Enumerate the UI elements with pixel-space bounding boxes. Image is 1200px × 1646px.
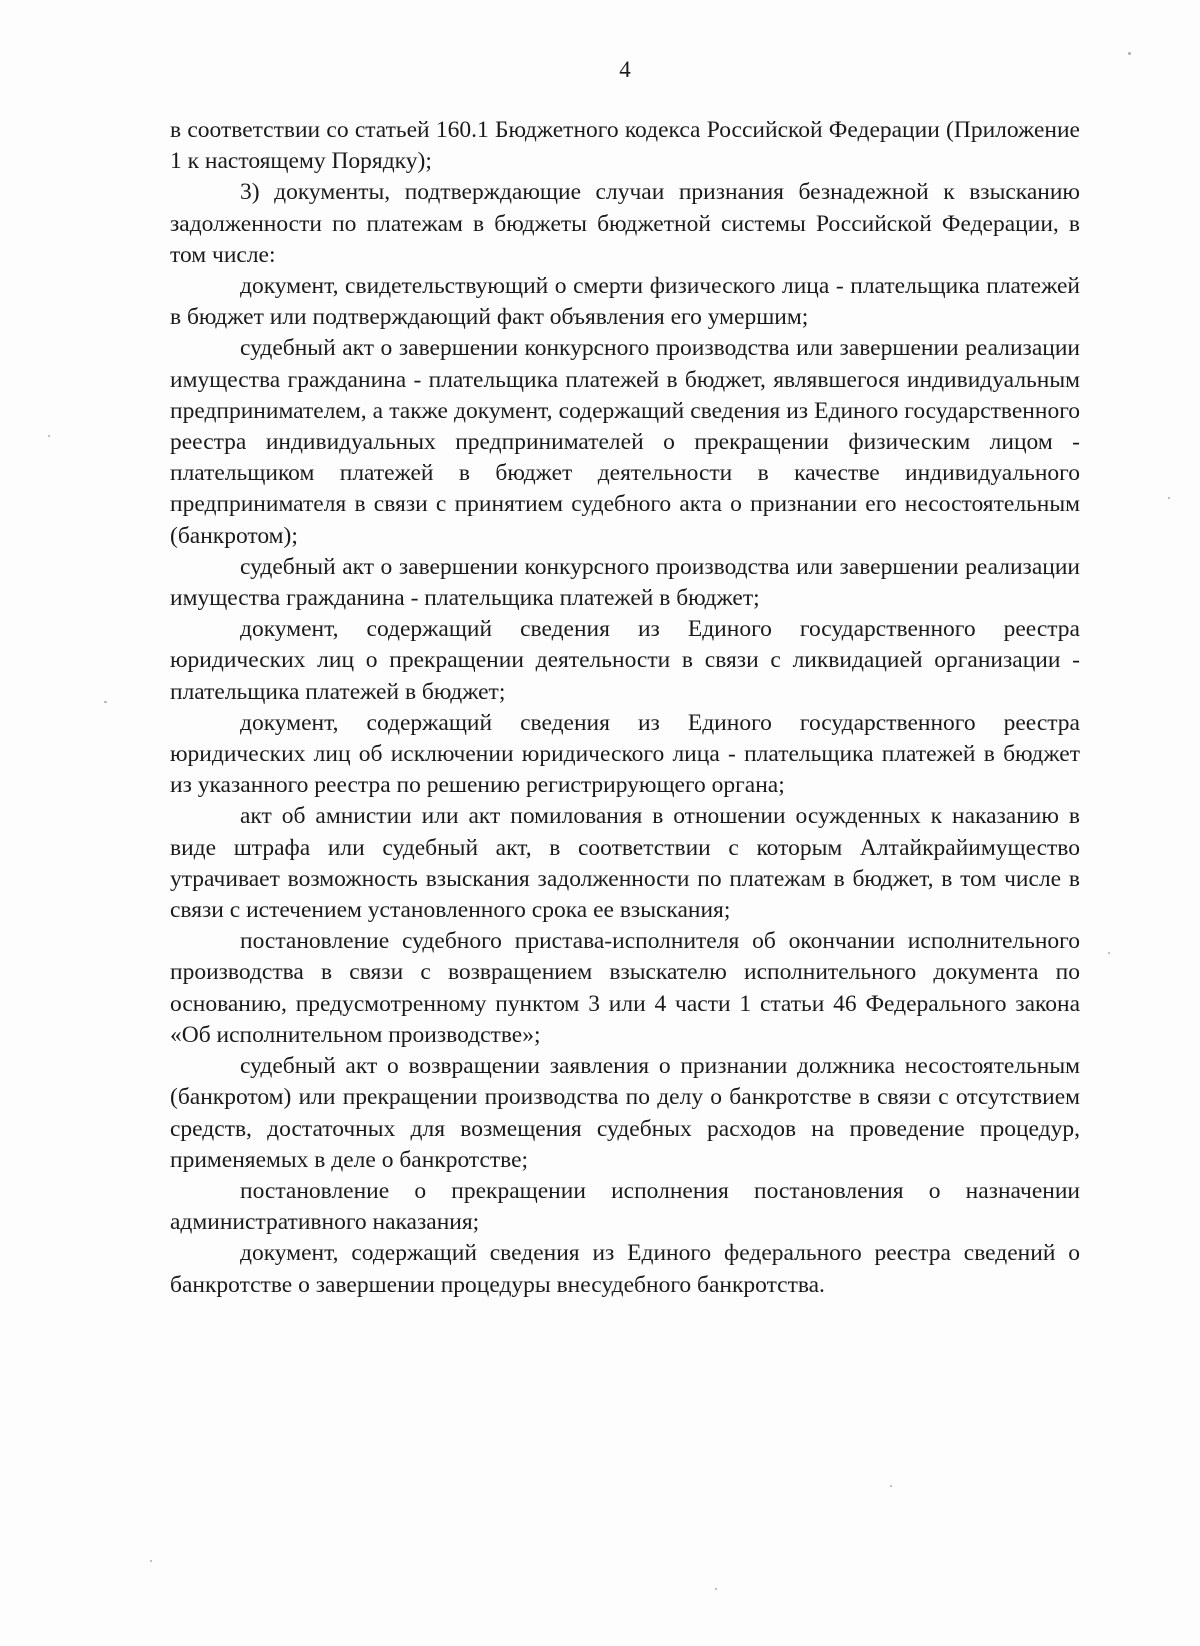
paragraph-1: в соответствии со статьей 160.1 Бюджетного кодекса Российской Федерации (Приложение 1 к настоящему Порядку); bbox=[170, 117, 1080, 175]
scan-speck bbox=[890, 1485, 892, 1487]
scan-speck bbox=[150, 1560, 152, 1562]
paragraph-7: документ, содержащий сведения из Единого государственного реестра юридических лиц об исключении юридического лица - плательщика платежей в бюджет из указанного реестра по решению регистрирующего органа; bbox=[170, 709, 1080, 799]
paragraph-2: 3) документы, подтверждающие случаи признания безнадежной к взысканию задолженности по платежам в бюджеты бюджетной системы Российской Федерации, в том числе: bbox=[170, 179, 1080, 268]
paragraph-6: документ, содержащий сведения из Единого государственного реестра юридических лиц о прекращении деятельности в связи с ликвидацией организации - плательщика платежей в бюджет; bbox=[170, 616, 1080, 705]
paragraph-4: судебный акт о завершении конкурсного производства или завершении реализации имущества гражданина - плательщика платежей в бюджет, являвшегося индивидуальным предпринимателем, а также документ, содержащий сведения из Единого государственного реестра индивидуальных предпринимателей о прекращении физическим лицом - плательщиком платежей в бюджет деятельности в качестве индивидуального предпринимателя в связи с принятием судебного акта о признании его несостоятельным (банкротом); bbox=[170, 335, 1080, 549]
scan-speck bbox=[48, 435, 50, 437]
paragraph-3: документ, свидетельствующий о смерти физического лица - плательщика платежей в бюджет или подтверждающий факт объявления его умершим; bbox=[170, 273, 1080, 331]
scan-speck bbox=[1128, 52, 1131, 55]
document-body bbox=[170, 115, 1080, 1301]
scan-speck bbox=[1168, 497, 1170, 499]
paragraph-8: акт об амнистии или акт помилования в отношении осужденных к наказанию в виде штрафа или судебный акт, в соответствии с которым Алтайкрайимущество утрачивает возможность взыскания задолженности по платежам в бюджет, в том числе в связи с истечением установленного срока ее взыскания; bbox=[170, 803, 1080, 924]
paragraph-10: судебный акт о возвращении заявления о признании должника несостоятельным (банкротом) или прекращении производства по делу о банкротстве в связи с отсутствием средств, достаточных для возмещения судебных расходов на проведение процедур, применяемых в деле о банкротстве; bbox=[170, 1053, 1080, 1173]
scan-speck bbox=[104, 701, 107, 703]
paragraph-12: документ, содержащий сведения из Единого федерального реестра сведений о банкротстве о завершении процедуры внесудебного банкротства. bbox=[170, 1240, 1080, 1298]
scan-speck bbox=[1108, 952, 1110, 954]
paragraph-9: постановление судебного пристава-исполнителя об окончании исполнительного производства в связи с возвращением взыскателю исполнительного документа по основанию, предусмотренному пунктом 3 или 4 части 1 статьи 46 Федерального закона «Об исполнительном производстве»; bbox=[170, 928, 1080, 1048]
paragraph-11: постановление о прекращении исполнения постановления о назначении административного наказания; bbox=[170, 1177, 1080, 1236]
scan-speck bbox=[715, 1588, 717, 1590]
paragraph-5: судебный акт о завершении конкурсного производства или завершении реализации имущества гражданина - плательщика платежей в бюджет; bbox=[170, 553, 1080, 612]
page-number: 4 bbox=[619, 57, 631, 82]
